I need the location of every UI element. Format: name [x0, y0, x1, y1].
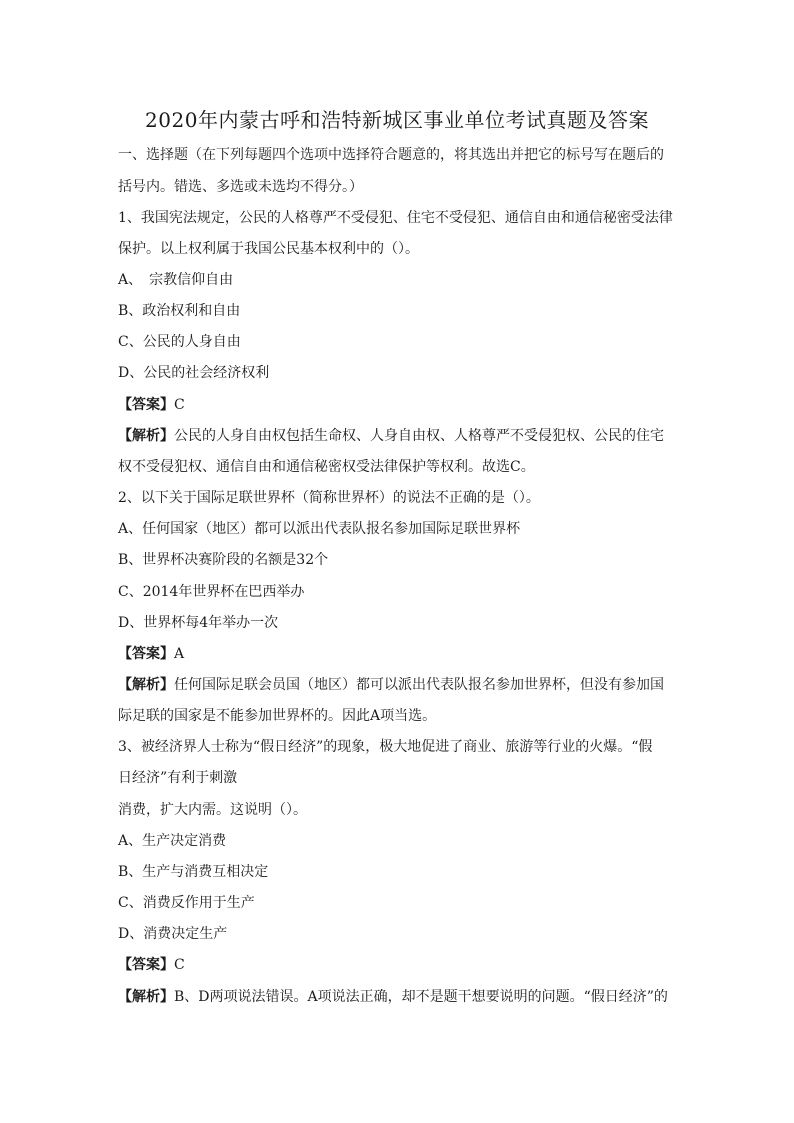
question-2-analysis-line-1	[118, 675, 678, 695]
document-title: 2020年内蒙古呼和浩特新城区事业单位考试真题及答案	[145, 108, 649, 132]
section-instruction-line-2: 括号内。错选、多选或未选均不得分。）	[118, 179, 363, 195]
answer-label: 【答案】	[118, 397, 174, 413]
analysis-text: 公民的人身自由权包括生命权、人身自由权、人格尊严不受侵犯权、公民的住宅	[174, 428, 664, 444]
answer-value: C	[174, 957, 185, 973]
question-3-stem-line-1: 3、被经济界人士称为“假日经济”的现象，极大地促进了商业、旅游等行业的火爆。“假	[118, 739, 653, 755]
question-1-stem-line-2: 保护。以上权利属于我国公民基本权利中的（）。	[118, 241, 419, 257]
analysis-text: 任何国际足联会员国（地区）都可以派出代表队报名参加世界杯，但没有参加国	[174, 677, 664, 693]
analysis-text: B、D两项说法错误。A项说法正确，却不是题干想要说明的问题。“假日经济”的	[174, 989, 668, 1005]
answer-label: 【答案】	[118, 957, 174, 973]
question-1-option-c: C、公民的人身自由	[118, 334, 241, 350]
question-1-answer	[118, 395, 678, 415]
answer-value: C	[174, 397, 185, 413]
answer-label: 【答案】	[118, 646, 174, 662]
question-3-option-d: D、消费决定生产	[118, 926, 228, 942]
question-2-option-a: A、任何国家（地区）都可以派出代表队报名参加国际足联世界杯	[118, 521, 521, 537]
question-2-stem: 2、以下关于国际足联世界杯（简称世界杯）的说法不正确的是（）。	[118, 490, 540, 506]
question-2-option-b: B、世界杯决赛阶段的名额是32个	[118, 552, 329, 568]
section-instruction-line-1: 一、选择题（在下列每题四个选项中选择符合题意的，将其选出并把它的标号写在题后的	[118, 147, 664, 163]
question-3-option-a: A、生产决定消费	[118, 833, 227, 849]
answer-value: A	[174, 646, 185, 662]
question-3-answer	[118, 955, 678, 975]
question-3-option-c: C、消费反作用于生产	[118, 895, 255, 911]
question-3-stem-line-3: 消费，扩大内需。这说明（）。	[118, 802, 307, 818]
question-1-stem-line-1: 1、我国宪法规定，公民的人格尊严不受侵犯、住宅不受侵犯、通信自由和通信秘密受法律	[118, 210, 673, 226]
question-1-option-b: B、政治权利和自由	[118, 303, 241, 319]
question-3-stem-line-2: 日经济”有利于刺激	[118, 770, 238, 786]
question-2-analysis-line-2: 际足联的国家是不能参加世界杯的。因此A项当选。	[118, 708, 437, 724]
analysis-label: 【解析】	[118, 677, 174, 693]
question-2-answer	[118, 644, 678, 664]
question-2-option-c: C、2014年世界杯在巴西举办	[118, 584, 305, 600]
analysis-label: 【解析】	[118, 428, 174, 444]
question-3-option-b: B、生产与消费互相决定	[118, 864, 269, 880]
question-1-analysis-line-1	[118, 426, 678, 446]
question-3-analysis-line-1	[118, 987, 678, 1007]
question-2-option-d: D、世界杯每4年举办一次	[118, 615, 279, 631]
question-1-analysis-line-2: 权不受侵犯权、通信自由和通信秘密权受法律保护等权利。故选C。	[118, 459, 535, 475]
analysis-label: 【解析】	[118, 989, 174, 1005]
question-1-option-a: A、 宗教信仰自由	[118, 272, 234, 288]
question-1-option-d: D、公民的社会经济权利	[118, 365, 270, 381]
